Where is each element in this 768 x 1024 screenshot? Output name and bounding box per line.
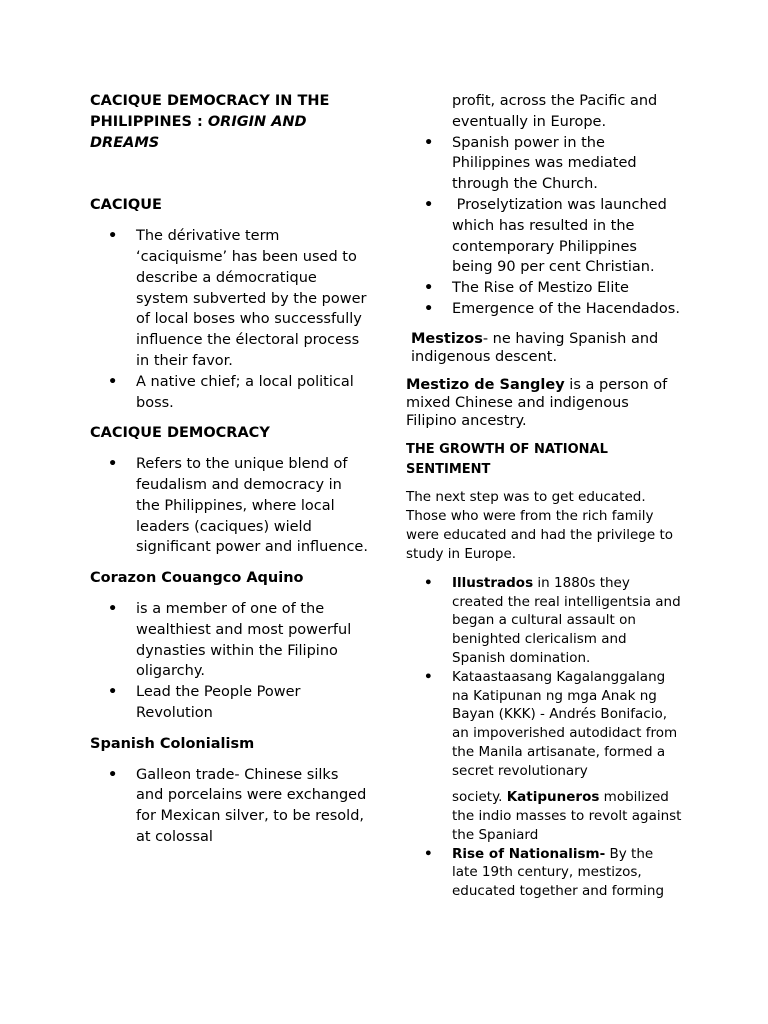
document-title (90, 91, 370, 153)
democracy-list (90, 454, 370, 558)
list-item: • Lead the People Power Revolution (108, 684, 301, 721)
heading-growth-national-sentiment: THE GROWTH OF NATIONAL SENTIMENT (406, 441, 608, 477)
sangley-definition: Mestizo de Sangley is a person of mixed Chinese and indigenous Filipino ancestry. (406, 376, 668, 429)
growth-paragraph: The next step was to get educated. Those who were from the rich family were educated and had the privilege to study in Europe. (406, 488, 673, 562)
list-item: • Emergence of the Hacendados. (424, 300, 680, 317)
list-item: • Proselytization was launched which has resulted in the contemporary Philippines being 90 per cent Christian. (424, 196, 672, 276)
illustrados-list (406, 574, 682, 781)
list-item: • The dérivative term ‘caciquisme’ has been used to describe a démocratique system subverted by the power of local boses who successfully influence the électoral process in their favor. (108, 228, 367, 369)
list-item: • Refers to the unique blend of feudalism and democracy in the Philippines, where local leaders (caciques) wield significant power and influence. (108, 456, 368, 556)
list-item: • is a member of one of the wealthiest and most powerful dynasties within the Filipino oligarchy. (108, 600, 352, 680)
title-plain: CACIQUE DEMOCRACY IN THE PHILIPPINES : (90, 93, 330, 130)
list-item: • Spanish power in the Philippines was mediated through the Church. (424, 134, 637, 193)
heading-cacique-democracy: CACIQUE DEMOCRACY (90, 425, 270, 442)
list-item: • Galleon trade- Chinese silks and porcelains were exchanged for Mexican silver, to be resold, at colossal (108, 766, 367, 845)
list-item: • Kataastaasang Kagalanggalang na Katipunan ng mga Anak ng Bayan (KKK) - Andrés Bonifacio, an impoverished autodidact from the Manila artisanate, formed a secret revolutionary (424, 668, 678, 779)
aquino-list (90, 599, 370, 724)
nationalism-list (406, 845, 682, 901)
list-item: • Illustrados in 1880s they created the real intelligentsia and began a cultural assault on benighted clericalism and Spanish domination. (424, 574, 681, 666)
left-column (90, 91, 370, 858)
list-item: • The Rise of Mestizo Elite (424, 280, 629, 297)
heading-spanish-colonialism: Spanish Colonialism (90, 735, 255, 752)
right-column (406, 91, 682, 911)
church-list (406, 133, 682, 320)
continued-text: profit, across the Pacific and eventually in Europe. (452, 93, 658, 130)
title-italic: ORIGIN AND DREAMS (90, 113, 307, 151)
cacique-list (90, 226, 370, 413)
mestizos-definition: Mestizos- ne having Spanish and indigenous descent. (411, 330, 659, 365)
spanish-list (90, 765, 370, 848)
katipuneros-text: society. Katipuneros mobilized the indio masses to revolt against the Spaniard (452, 788, 682, 843)
heading-aquino: Corazon Couangco Aquino (90, 570, 304, 587)
heading-cacique: CACIQUE (90, 197, 162, 214)
list-item: • A native chief; a local political boss. (108, 373, 354, 411)
list-item: • Rise of Nationalism- By the late 19th century, mestizos, educated together and forming (424, 845, 665, 900)
